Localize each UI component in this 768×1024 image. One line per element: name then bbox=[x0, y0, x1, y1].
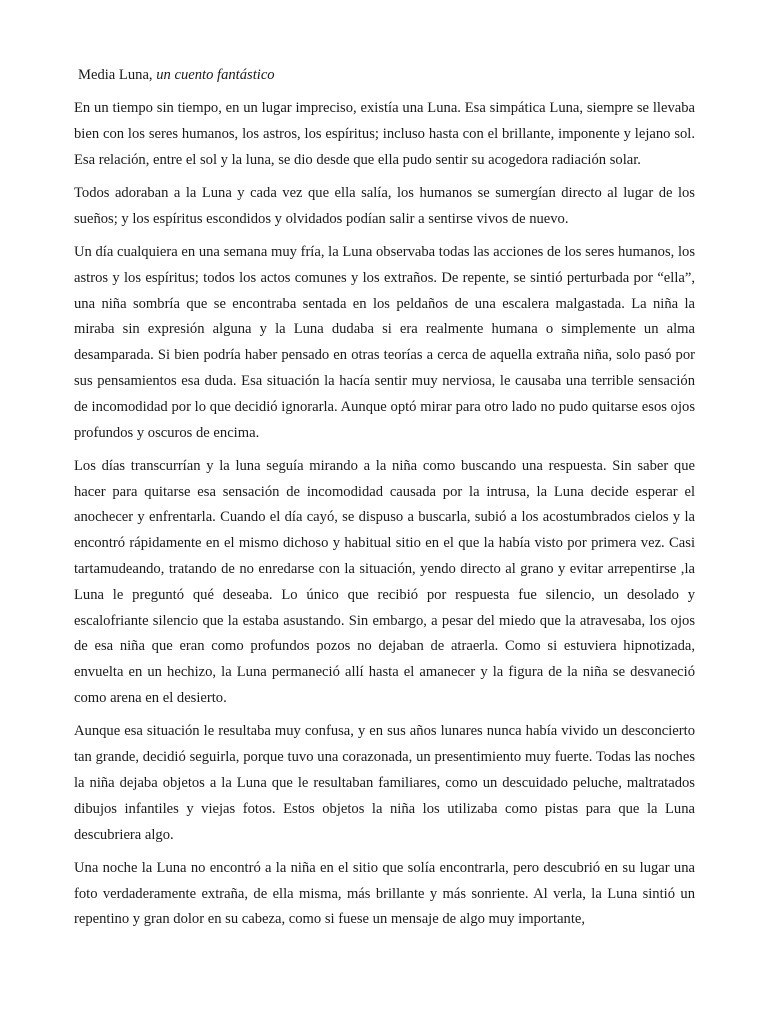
title-subtitle: un cuento fantástico bbox=[156, 67, 275, 83]
title-main: Media Luna, bbox=[78, 67, 153, 83]
paragraph-5: Aunque esa situación le resultaba muy confusa, y en sus años lunares nunca había vivido un desconcierto tan grande, decidió seguirla, porque tuvo una corazonada, un presentimiento muy fuerte. Todas las noches la niña dejaba objetos a la Luna que le resultaban familiares, como un descuidado peluche, maltratados dibujos infantiles y viejas fotos. Estos objetos la niña los utilizaba como pistas para que la Luna descubriera algo. bbox=[74, 723, 695, 843]
document-title bbox=[78, 62, 695, 88]
paragraph-6: Una noche la Luna no encontró a la niña en el sitio que solía encontrarla, pero descubrió en su lugar una foto verdaderamente extraña, de ella misma, más brillante y más sonriente. Al verla, la Luna sintió un repentino y gran dolor en su cabeza, como si fuese un mensaje de algo muy importante, bbox=[74, 859, 695, 928]
paragraph-4: Los días transcurrían y la luna seguía mirando a la niña como buscando una respuesta. Sin saber que hacer para quitarse esa sensación de incomodidad causada por la intrusa, la Luna decide esperar el anochecer y enfrentarla. Cuando el día cayó, se dispuso a buscarla, subió a los acostumbrados cielos y la encontró rápidamente en el mismo dichoso y habitual sitio en el que la había visto por primera vez. Casi tartamudeando, tratando de no enredarse con la situación, yendo directo al grano y evitar arrepentirse ,la Luna le preguntó qué deseaba. Lo único que recibió por respuesta fue silencio, un desolado y escalofriante silencio que la estaba asustando. Sin embargo, a pesar del miedo que la atravesaba, los ojos de esa niña que eran como profundos pozos no dejaban de atraerla. Como si estuviera hipnotizada, envuelta en un hechizo, la Luna permaneció allí hasta el amanecer y la figura de la niña se desvaneció como arena en el desierto. bbox=[74, 457, 695, 707]
paragraph-3: Un día cualquiera en una semana muy fría, la Luna observaba todas las acciones de los seres humanos, los astros y los espíritus; todos los actos comunes y los extraños. De repente, se sintió perturbada por “ella”, una niña sombría que se encontraba sentada en los peldaños de una escalera malgastada. La niña la miraba sin expresión alguna y la Luna dudaba si era realmente humana o simplemente un alma desamparada. Si bien podría haber pensado en otras teorías a cerca de aquella extraña niña, solo pasó por sus pensamientos esa duda. Esa situación la hacía sentir muy nerviosa, le causaba una terrible sensación de incomodidad por lo que decidió ignorarla. Aunque optó mirar para otro lado no pudo quitarse esos ojos profundos y oscuros de encima. bbox=[74, 243, 695, 441]
document-page bbox=[74, 62, 695, 941]
paragraph-1: En un tiempo sin tiempo, en un lugar impreciso, existía una Luna. Esa simpática Luna, siempre se llevaba bien con los seres humanos, los astros, los espíritus; incluso hasta con el brillante, imponente y lejano sol. Esa relación, entre el sol y la luna, se dio desde que ella pudo sentir su acogedora radiación solar. bbox=[74, 100, 695, 168]
paragraph-2: Todos adoraban a la Luna y cada vez que ella salía, los humanos se sumergían directo al lugar de los sueños; y los espíritus escondidos y olvidados podían salir a sentirse vivos de nuevo. bbox=[74, 184, 695, 227]
